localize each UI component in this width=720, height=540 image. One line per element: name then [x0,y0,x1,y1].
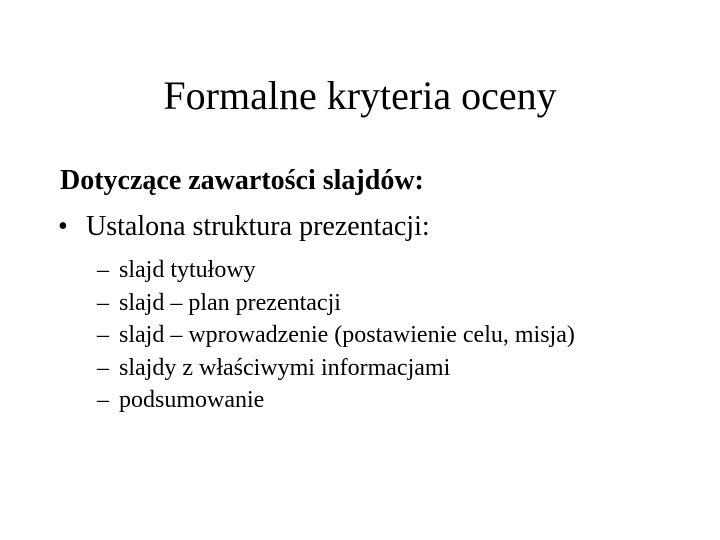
list-item-text: slajdy z właściwymi informacjami [119,354,451,381]
dash-marker: – [97,387,109,413]
list-item-text: slajd – wprowadzenie (postawienie celu, misja) [119,322,575,348]
list-item-text: podsumowanie [119,387,265,413]
list-item [97,352,575,385]
list-item-text: slajd tytułowy [119,257,256,283]
dash-marker: – [97,257,109,283]
bullet-text: Ustalona struktura prezentacji: [86,211,430,242]
section-heading: Dotyczące zawartości slajdów: [60,165,424,196]
slide-title: Formalne kryteria oceny [163,73,557,118]
dash-marker: – [97,322,109,348]
list-item [97,319,575,352]
list-item [97,287,575,320]
dash-marker: – [97,289,109,316]
list-item [97,254,575,287]
subitem-list [97,254,575,417]
list-item-text: slajd – plan prezentacji [119,289,341,316]
bullet-item [58,209,430,245]
bullet-marker: • [58,211,68,242]
list-item [97,384,575,417]
dash-marker: – [97,354,109,381]
